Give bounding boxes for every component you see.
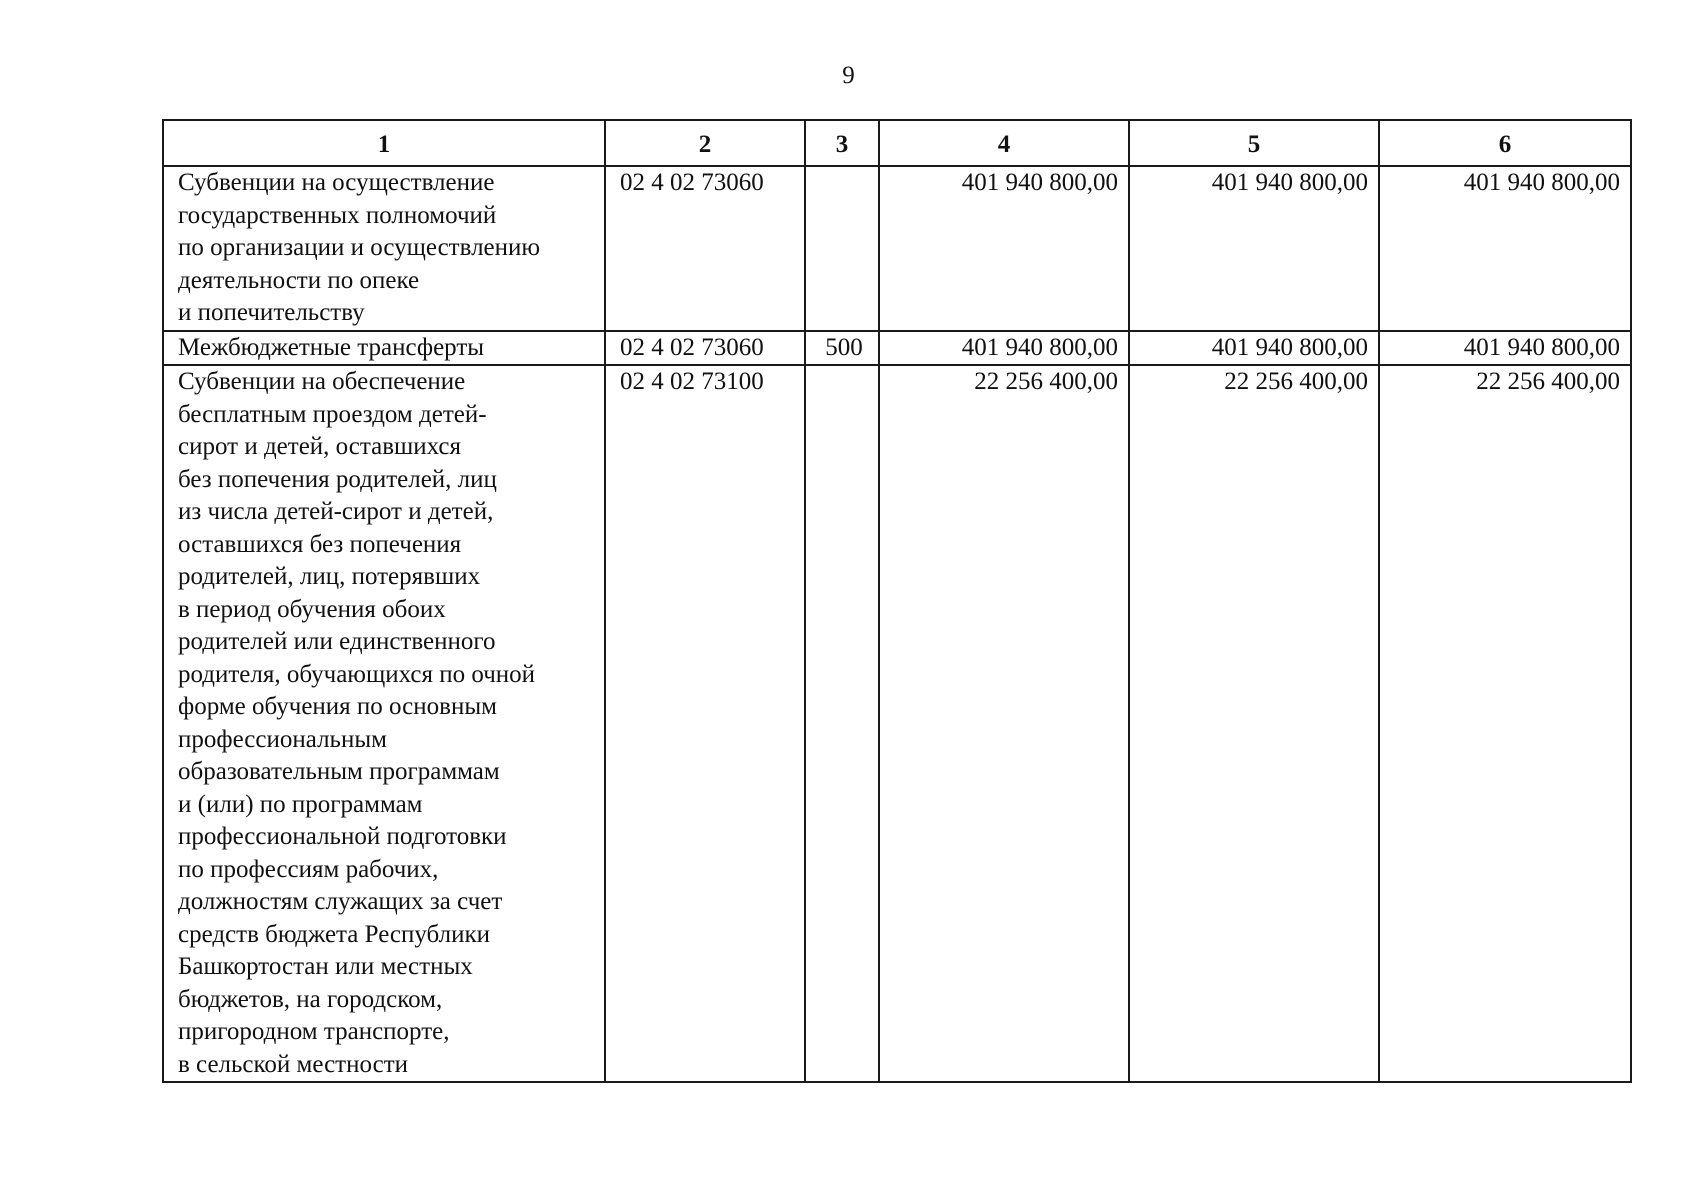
row-value-cell-4: 401 940 800,00 [879, 331, 1129, 366]
row-kind-cell [805, 166, 879, 331]
row-value-cell-5: 401 940 800,00 [1129, 166, 1379, 331]
row-code-cell: 02 4 02 73100 [605, 365, 805, 1082]
row-value-cell-5: 401 940 800,00 [1129, 331, 1379, 366]
table-row [163, 166, 1631, 331]
page-number: 9 [842, 62, 855, 89]
row-name-cell: Субвенции на осуществление государственных полномочий по организации и осуществлению деятельности по опеке и попечительству [163, 166, 605, 331]
row-value-cell-6: 401 940 800,00 [1379, 166, 1631, 331]
row-name-cell: Межбюджетные трансферты [163, 331, 605, 366]
table-header-row [163, 120, 1631, 166]
budget-table [162, 119, 1632, 1083]
column-header-4: 4 [879, 120, 1129, 166]
column-header-6: 6 [1379, 120, 1631, 166]
row-name-cell: Субвенции на обеспечение бесплатным проездом детей- сирот и детей, оставшихся без попечения родителей, лиц из числа детей-сирот и детей, оставшихся без попечения родителей, лиц, потерявших в период обучения обоих родителей или единственного родителя, обучающихся по очной форме обучения по основным профессиональным образовательным программам и (или) по программам профессиональной подготовки по профессиям рабочих, должностям служащих за счет средств бюджета Республики Башкортостан или местных бюджетов, на городском, пригородном транспорте, в сельской местности [163, 365, 605, 1082]
row-kind-cell [805, 365, 879, 1082]
column-header-3: 3 [805, 120, 879, 166]
row-kind-cell: 500 [805, 331, 879, 366]
row-value-cell-6: 401 940 800,00 [1379, 331, 1631, 366]
row-code-cell: 02 4 02 73060 [605, 331, 805, 366]
column-header-2: 2 [605, 120, 805, 166]
column-header-5: 5 [1129, 120, 1379, 166]
row-value-cell-6: 22 256 400,00 [1379, 365, 1631, 1082]
table-row [163, 365, 1631, 1082]
table-row [163, 331, 1631, 366]
column-header-1: 1 [163, 120, 605, 166]
row-value-cell-4: 401 940 800,00 [879, 166, 1129, 331]
row-value-cell-4: 22 256 400,00 [879, 365, 1129, 1082]
row-value-cell-5: 22 256 400,00 [1129, 365, 1379, 1082]
row-code-cell: 02 4 02 73060 [605, 166, 805, 331]
